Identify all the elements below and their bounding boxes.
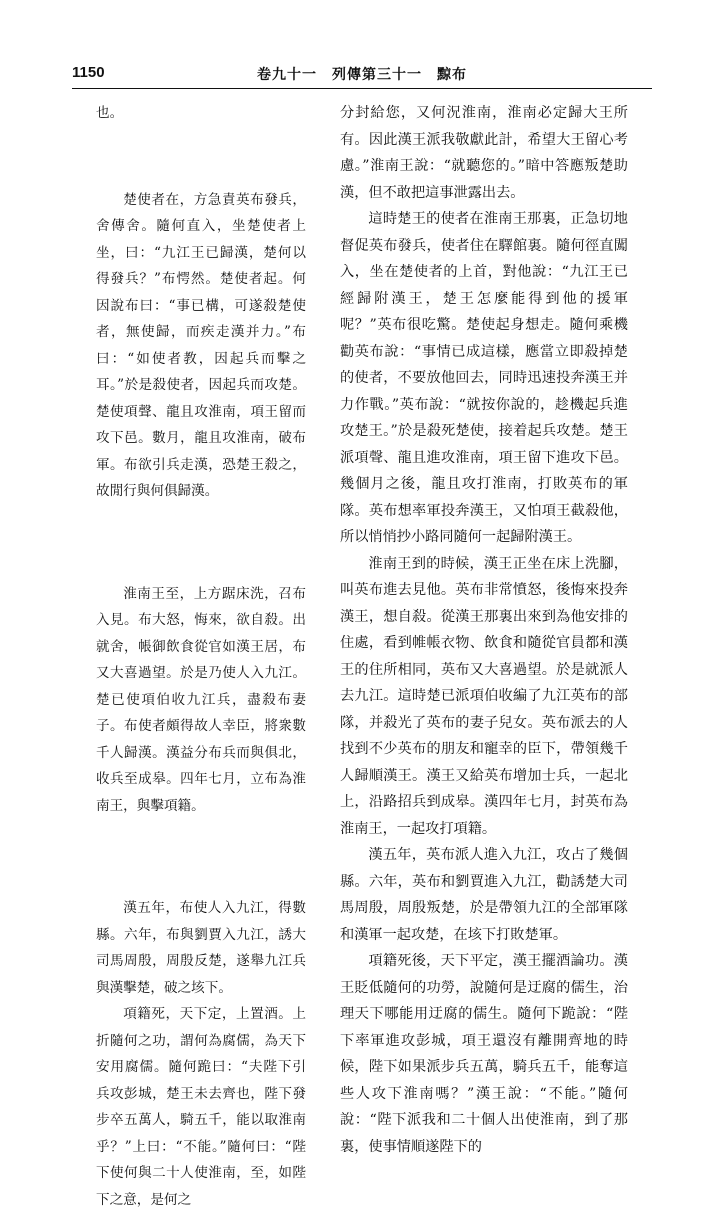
translation-paragraph-5: 項籍死後，天下平定，漢王擺酒論功。漢王貶低隨何的功勞，說隨何是迂腐的儒生，治理天下哪能用迂腐的儒生。隨何下跪說：“陛下率軍進攻彭城，項王還沒有離開齊地的時候，陛下如果派步兵五萬，騎兵五千，能奪這些人攻下淮南嗎？”漢王說：“不能。”隨何說：“陛下派我和二十個人出使淮南，到了那裏，使事情順遂陛下的 [340,953,628,1155]
translation-paragraph-1: 分封給您，又何況淮南，淮南必定歸大王所有。因此漢王派我敬獻此計，希望大王留心考慮。”淮南王說：“就聽您的。”暗中答應叛楚助漢，但不敢把這事泄露出去。 [340,105,628,201]
translation-paragraph-3: 淮南王到的時候，漢王正坐在床上洗腳，叫英布進去見他。英布非常憤怒，後悔來投奔漢王，想自殺。從漢王那裏出來到為他安排的住處，看到帷帳衣物、飲食和隨從官員都和漢王的住所相同，英布又大喜過望。於是就派人去九江。這時楚已派項伯收編了九江英布的部隊，并殺光了英布的妻子兒女。英布派去的人找到不少英布的朋友和寵幸的臣下，帶領幾千人歸順漢王。漢王又給英布增加士兵，一起北上，沿路招兵到成皋。漢四年七月，封英布為淮南王，一起攻打項籍。 [340,555,628,837]
translation-text-column [340,100,628,1155]
classical-paragraph-4: 漢五年，布使人入九江，得數縣。六年，布與劉賈入九江，誘大司馬周殷，周殷反楚，遂舉九江兵與漢擊楚，破之垓下。 [96,900,306,996]
page-number: 1150 [72,64,105,81]
classical-paragraph-5: 項籍死，天下定，上置酒。上折隨何之功，謂何為腐儒，為天下安用腐儒。隨何跪曰：“夫陛下引兵攻彭城，楚王未去齊也，陛下發步卒五萬人，騎五千，能以取淮南乎？”上曰：“不能。”隨何曰：“陛下使何與二十人使淮南，至，如陛下之意，是何之 [96,1006,306,1208]
translation-paragraph-2: 這時楚王的使者在淮南王那裏，正急切地督促英布發兵，使者住在驛館裏。隨何徑直闖入，坐在楚使者的上首，對他說：“九江王已經歸附漢王，楚王怎麼能得到他的援軍呢？”英布很吃驚。楚使起身想走。隨何乘機勸英布說：“事情已成這樣，應當立即殺掉楚的使者，不要放他回去，同時迅速投奔漢王并力作戰。”英布說：“就按你說的，趁機起兵進攻楚王。”於是殺死楚使，接着起兵攻楚。楚王派項聲、龍且進攻淮南，項王留下進攻下邑。幾個月之後，龍且攻打淮南，打敗英布的軍隊。英布想率軍投奔漢王，又怕項王截殺他，所以悄悄抄小路同隨何一起歸附漢王。 [340,211,628,545]
classical-paragraph-1: 也。 [96,105,124,121]
classical-paragraph-2: 楚使者在，方急責英布發兵，舍傳舍。隨何直入，坐楚使者上坐，曰：“九江王已歸漢，楚何以得發兵？”布愕然。楚使者起。何因說布曰：“事已構，可遂殺楚使者，無使歸，而疾走漢并力。”布曰：“如使者教，因起兵而擊之耳。”於是殺使者，因起兵而攻楚。楚使項聲、龍且攻淮南，項王留而攻下邑。數月，龍且攻淮南，破布軍。布欲引兵走漢，恐楚王殺之，故閒行與何俱歸漢。 [96,191,306,499]
translation-paragraph-4: 漢五年，英布派人進入九江，攻占了幾個縣。六年，英布和劉賈進入九江，勸誘楚大司馬周殷，周殷叛楚，於是帶領九江的全部軍隊和漢軍一起攻楚，在垓下打敗楚軍。 [340,847,628,943]
classical-paragraph-3: 淮南王至，上方踞床洗，召布入見。布大怒，悔來，欲自殺。出就舍，帳御飲食從官如漢王居，布又大喜過望。於是乃使人入九江。楚已使項伯收九江兵，盡殺布妻子。布使者頗得故人幸臣，將衆數千人歸漢。漢益分布兵而與俱北，收兵至成皋。四年七月，立布為淮南王，與擊項籍。 [96,585,306,814]
classical-text-column [96,100,306,1208]
page-header [72,62,652,89]
running-title: 卷九十一 列傳第三十一 黥布 [257,67,467,83]
